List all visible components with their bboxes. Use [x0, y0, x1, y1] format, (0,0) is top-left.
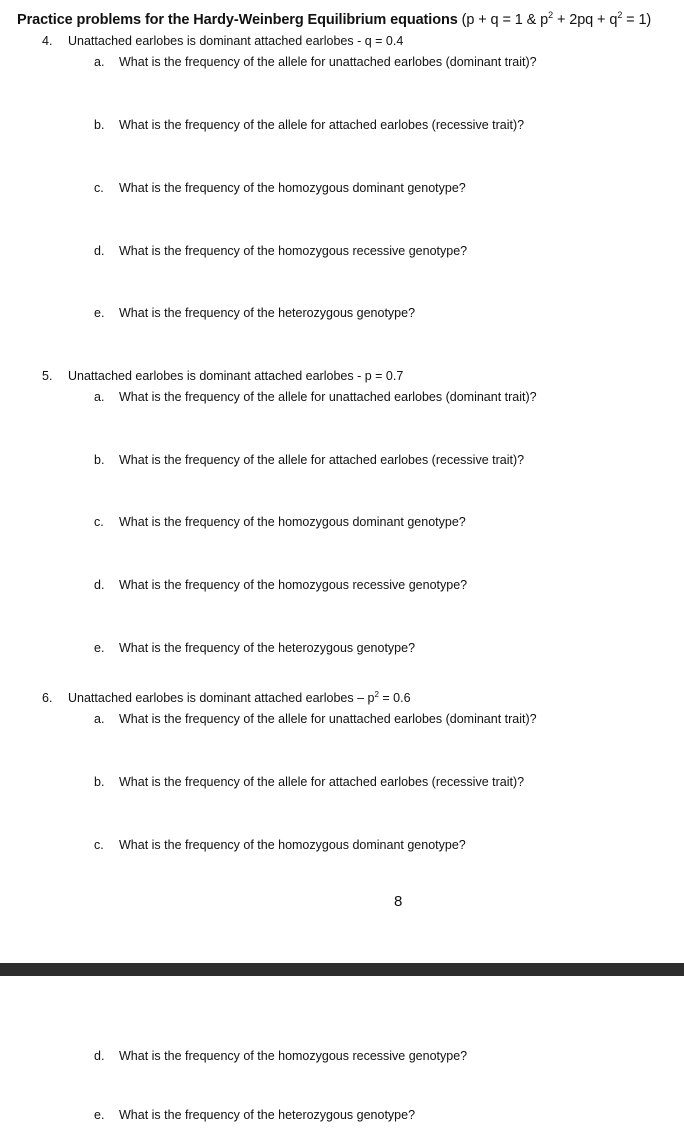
question-letter: c.: [94, 515, 104, 529]
question-text: What is the frequency of the homozygous dominant genotype?: [119, 181, 466, 195]
problem-4-question-d: [94, 244, 467, 258]
question-text: What is the frequency of the homozygous recessive genotype?: [119, 578, 468, 592]
question-text: What is the frequency of the allele for unattached earlobes (dominant trait)?: [119, 390, 537, 404]
question-letter: b.: [94, 453, 105, 467]
problem-6-statement: [42, 691, 411, 705]
page-break-divider: [0, 963, 684, 976]
question-letter: b.: [94, 775, 105, 789]
title-eq-part2: + 2pq + q: [553, 12, 618, 28]
problem-number: 4.: [42, 34, 53, 48]
question-letter: d.: [94, 1049, 105, 1063]
problem-number: 5.: [42, 369, 53, 383]
question-text: What is the frequency of the heterozygous genotype?: [119, 641, 416, 655]
problem-5-statement: [42, 369, 403, 383]
title-bold: Practice problems for the Hardy-Weinberg Equilibrium equations: [17, 12, 458, 28]
problem-text: Unattached earlobes is dominant attached earlobes - q = 0.4: [68, 34, 404, 48]
problem-5-question-d: [94, 578, 467, 592]
problem-5-question-b: [94, 453, 524, 467]
question-letter: a.: [94, 55, 105, 69]
question-letter: c.: [94, 838, 104, 852]
question-text: What is the frequency of the allele for unattached earlobes (dominant trait)?: [119, 55, 537, 69]
question-letter: d.: [94, 244, 105, 258]
page-number: 8: [394, 893, 403, 910]
problem-text: Unattached earlobes is dominant attached earlobes - p = 0.7: [68, 369, 404, 383]
problem-4-statement: [42, 34, 403, 48]
question-text: What is the frequency of the allele for unattached earlobes (dominant trait)?: [119, 712, 537, 726]
question-letter: d.: [94, 578, 105, 592]
question-letter: e.: [94, 306, 105, 320]
problem-5-question-c: [94, 515, 466, 529]
question-text: What is the frequency of the heterozygous genotype?: [119, 306, 416, 320]
title-sup2: 2: [617, 10, 623, 20]
problem-5-question-e: [94, 641, 415, 655]
question-text: What is the frequency of the homozygous recessive genotype?: [119, 244, 468, 258]
question-text: What is the frequency of the allele for attached earlobes (recessive trait)?: [119, 118, 525, 132]
problem-4-question-a: [94, 55, 537, 69]
question-letter: a.: [94, 712, 105, 726]
page-title: [17, 12, 651, 28]
question-text: What is the frequency of the allele for attached earlobes (recessive trait)?: [119, 453, 525, 467]
title-sup1: 2: [548, 10, 554, 20]
problem-5-question-a: [94, 390, 537, 404]
question-letter: a.: [94, 390, 105, 404]
question-letter: c.: [94, 181, 104, 195]
problem-6-question-a: [94, 712, 537, 726]
problem-6-question-d: [94, 1049, 467, 1063]
problem-6-question-e: [94, 1108, 415, 1122]
title-eq-part3: = 1): [622, 12, 652, 28]
problem-4-question-c: [94, 181, 466, 195]
title-eq-part1: (p + q = 1 & p: [457, 12, 549, 28]
question-text: What is the frequency of the heterozygous genotype?: [119, 1108, 416, 1122]
problem-6-question-c: [94, 838, 466, 852]
problem-text-sup: 2: [374, 690, 379, 699]
problem-4-question-b: [94, 118, 524, 132]
question-text: What is the frequency of the homozygous recessive genotype?: [119, 1049, 468, 1063]
problem-text-post: = 0.6: [378, 691, 411, 705]
question-text: What is the frequency of the allele for attached earlobes (recessive trait)?: [119, 775, 525, 789]
problem-4-question-e: [94, 306, 415, 320]
problem-text-pre: Unattached earlobes is dominant attached earlobes – p: [68, 691, 375, 705]
question-text: What is the frequency of the homozygous dominant genotype?: [119, 515, 466, 529]
question-text: What is the frequency of the homozygous dominant genotype?: [119, 838, 466, 852]
problem-number: 6.: [42, 691, 53, 705]
problem-6-question-b: [94, 775, 524, 789]
question-letter: b.: [94, 118, 105, 132]
question-letter: e.: [94, 641, 105, 655]
question-letter: e.: [94, 1108, 105, 1122]
